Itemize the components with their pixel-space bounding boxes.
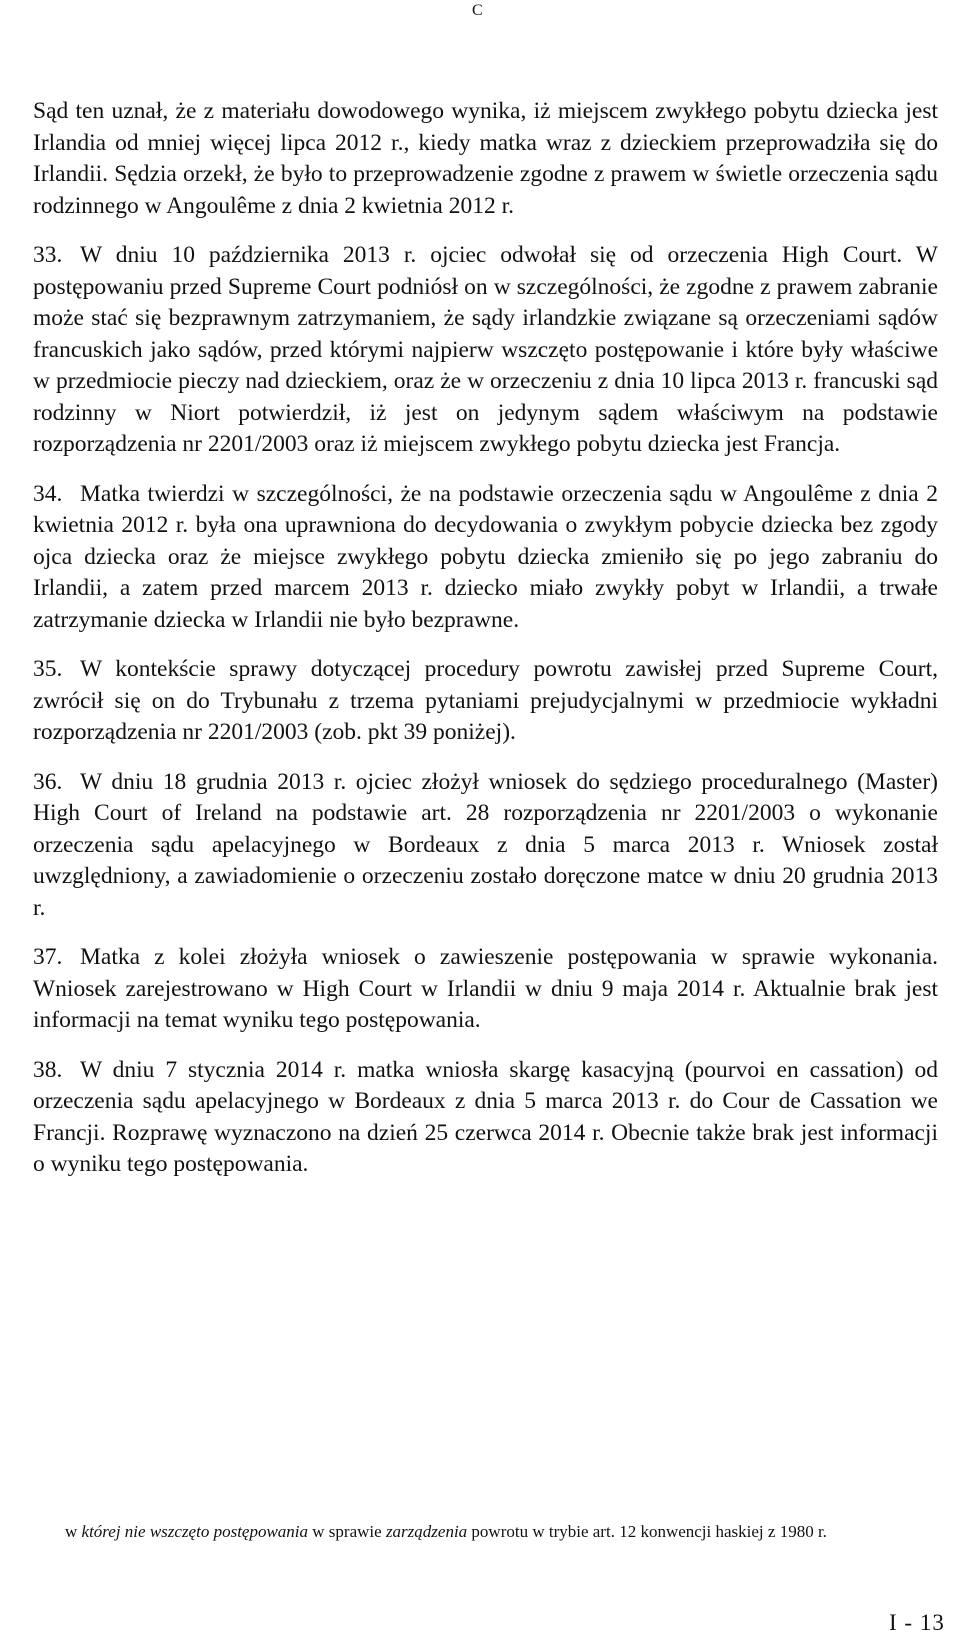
footnote-italic-text: której nie wszczęto postępowania	[81, 1522, 309, 1541]
paragraph-37	[33, 942, 938, 1037]
paragraph-38	[33, 1055, 938, 1181]
paragraph-text: W dniu 10 października 2013 r. ojciec odwołał się od orzeczenia High Court. W postępowaniu przed Supreme Court podniósł on w szczególności, że zgodne z prawem zabranie może stać się bezprawnym zatrzymaniem, że sądy irlandzkie związane są orzeczeniami sądów francuskich jako sądów, przed którymi najpierw wszczęto postępowanie i które były właściwe w przedmiocie pieczy nad dzieckiem, oraz że w orzeczeniu z dnia 10 lipca 2013 r. francuski sąd rodzinny w Niort potwierdził, iż jest on jedynym sądem właściwym na podstawie rozporządzenia nr 2201/2003 oraz iż miejscem zwykłego pobytu dziecka jest Francja.	[33, 242, 938, 457]
page-number: I - 13	[889, 1610, 945, 1635]
paragraph-text: Matka z kolei złożyła wniosek o zawieszenie postępowania w sprawie wykonania. Wniosek zarejestrowano w High Court w Irlandii w dniu 9 maja 2014 r. Aktualnie brak jest informacji na temat wyniku tego postępowania.	[33, 944, 938, 1033]
footnote-italic-text: zarządzenia	[385, 1522, 468, 1541]
paragraph-number: 35.	[33, 656, 63, 682]
page-header-letter: C	[472, 2, 483, 19]
paragraph-number: 37.	[33, 944, 63, 970]
paragraph-text: W dniu 7 stycznia 2014 r. matka wniosła skargę kasacyjną (pourvoi en cassation) od orzeczenia sądu apelacyjnego w Bordeaux z dnia 5 marca 2013 r. do Cour de Cassation we Francji. Rozprawę wyznaczono na dzień 25 czerwca 2014 r. Obecnie także brak jest informacji o wyniku tego postępowania.	[33, 1056, 938, 1177]
paragraph-36	[33, 767, 938, 925]
footnote-text: powrotu w trybie art. 12 konwencji haskiej z 1980 r.	[467, 1522, 827, 1541]
paragraph-33	[33, 240, 938, 461]
footnote-text: w	[65, 1522, 82, 1541]
paragraph-34	[33, 479, 938, 637]
paragraph-text: W kontekście sprawy dotyczącej procedury powrotu zawisłej przed Supreme Court, zwrócił się on do Trybunału z trzema pytaniami prejudycjalnymi w przedmiocie wykładni rozporządzenia nr 2201/2003 (zob. pkt 39 poniżej).	[33, 656, 938, 745]
document-body	[33, 96, 938, 1181]
intro-paragraph: Sąd ten uznał, że z materiału dowodowego wynika, iż miejscem zwykłego pobytu dziecka jest Irlandia od mniej więcej lipca 2012 r., kiedy matka wraz z dzieckiem przeprowadziła się do Irlandii. Sędzia orzekł, że było to przeprowadzenie zgodne z prawem w świetle orzeczenia sądu rodzinnego w Angoulême z dnia 2 kwietnia 2012 r.	[33, 98, 938, 219]
paragraph-number: 33.	[33, 242, 63, 268]
paragraph-35	[33, 654, 938, 749]
paragraph-number: 36.	[33, 768, 63, 795]
paragraph-text: Matka twierdzi w szczególności, że na podstawie orzeczenia sądu w Angoulême z dnia 2 kwietnia 2012 r. była ona uprawniona do decydowania o zwykłym pobycie dziecka bez zgody ojca dziecka oraz że miejsce zwykłego pobytu dziecka zmieniło się po jego zabraniu do Irlandii, a zatem przed marcem 2013 r. dziecko miało zwykły pobyt w Irlandii, a trwałe zatrzymanie dziecka w Irlandii nie było bezprawne.	[33, 480, 938, 633]
footnote-text: w sprawie	[308, 1522, 386, 1541]
paragraph-number: 38.	[33, 1056, 63, 1083]
paragraph-number: 34.	[33, 480, 63, 507]
paragraph-text: W dniu 18 grudnia 2013 r. ojciec złożył wniosek do sędziego proceduralnego (Master) High Court of Ireland na podstawie art. 28 rozporządzenia nr 2201/2003 o wykonanie orzeczenia sądu apelacyjnego w Bordeaux z dnia 5 marca 2013 r. Wniosek został uwzględniony, a zawiadomienie o orzeczeniu zostało doręczone matce w dniu 20 grudnia 2013 r.	[33, 768, 938, 921]
footnote	[65, 1520, 945, 1544]
